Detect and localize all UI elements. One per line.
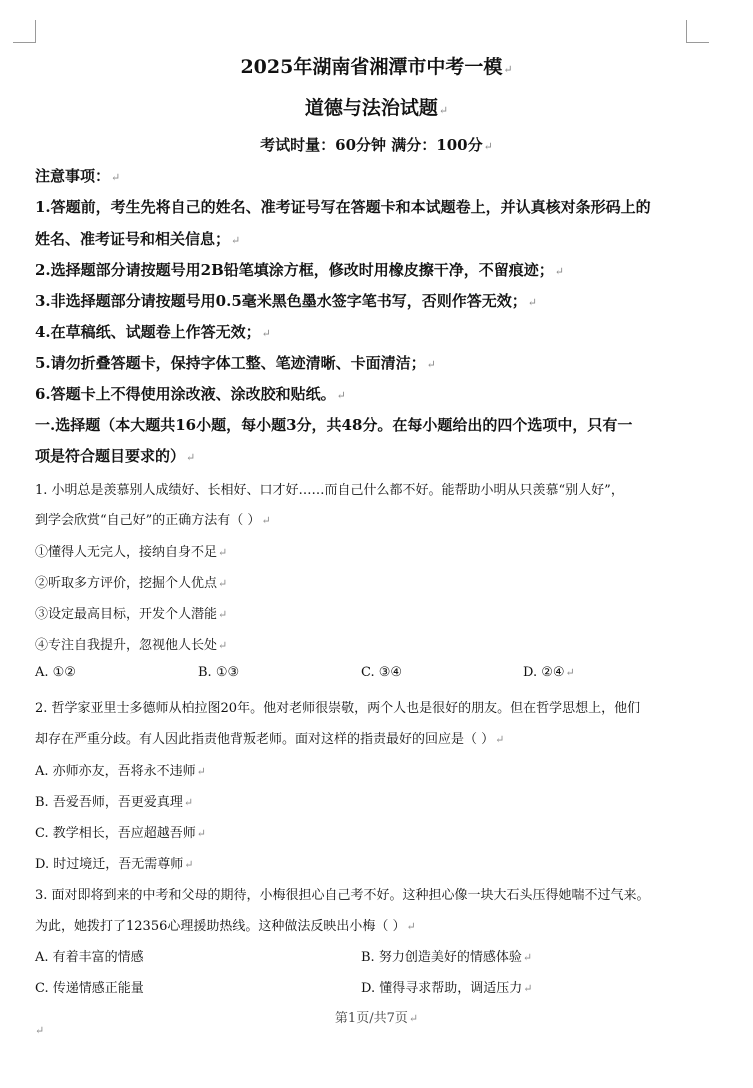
question-1-option-c: C. ③④ [361,665,403,680]
question-1-option-d: D. ②④↵ [523,665,575,680]
question-1-statement-3: ③设定最高目标，开发个人潜能↵ [35,607,228,622]
crop-mark-top-right [686,20,709,43]
question-1-option-a: A. ①② [35,665,76,680]
question-1-statement-1: ①懂得人无完人，接纳自身不足↵ [35,545,228,560]
question-1-stem-line-2: 到学会欣赏“自己好”的正确方法有（ ）↵ [35,513,271,528]
question-3-option-d: D. 懂得寻求帮助，调适压力↵ [361,981,533,996]
question-3-stem-line-2: 为此，她拨打了12356心理援助热线。这种做法反映出小梅（ ）↵ [35,919,416,934]
end-paragraph-mark: ↵ [35,1024,45,1037]
section-1-heading-line-2: 项是符合题目要求的）↵ [35,447,196,465]
question-1-statement-2: ②听取多方评价，挖掘个人优点↵ [35,576,228,591]
question-3-option-b: B. 努力创造美好的情感体验↵ [361,950,533,965]
notice-item-1-line-2: 姓名、准考证号和相关信息；↵ [35,230,241,248]
question-2-stem-line-1: 2. 哲学家亚里士多德师从柏拉图20年。他对老师很崇敬，两个人也是很好的朋友。但在哲学思想上，他们 [35,701,641,716]
notice-item-6: 6.答题卡上不得使用涂改液、涂改胶和贴纸。↵ [35,385,346,403]
question-2-stem-line-2: 却存在严重分歧。有人因此指责他背叛老师。面对这样的指责最好的回应是（ ）↵ [35,732,505,747]
question-3-stem-line-1: 3. 面对即将到来的中考和父母的期待，小梅很担心自己考不好。这种担心像一块大石头压得她喘不过气来。 [35,888,650,903]
page-number: 第1页/共7页↵ [334,1011,419,1026]
question-2-option-a: A. 亦师亦友，吾将永不违师↵ [35,764,206,779]
exam-info: 考试时量：60分钟 满分：100分↵ [260,136,493,154]
subject-title: 道德与法治试题↵ [304,97,449,119]
crop-mark-top-left [13,20,36,43]
exam-title: 2025年湖南省湘潭市中考一模↵ [240,56,513,78]
notice-heading: 注意事项：↵ [35,167,121,185]
question-1-statement-4: ④专注自我提升，忽视他人长处↵ [35,638,228,653]
notice-item-3: 3.非选择题部分请按题号用0.5毫米黑色墨水签字笔书写，否则作答无效；↵ [35,292,537,310]
question-3-option-c: C. 传递情感正能量 [35,981,144,996]
question-2-option-c: C. 教学相长，吾应超越吾师↵ [35,826,206,841]
notice-item-2: 2.选择题部分请按题号用2B铅笔填涂方框，修改时用橡皮擦干净，不留痕迹；↵ [35,261,564,279]
question-2-option-b: B. 吾爱吾师，吾更爱真理↵ [35,795,194,810]
notice-item-5: 5.请勿折叠答题卡，保持字体工整、笔迹清晰、卡面清洁；↵ [35,354,436,372]
question-1-stem-line-1: 1. 小明总是羡慕别人成绩好、长相好、口才好……而自己什么都不好。能帮助小明从只羡慕“别人好”， [35,483,624,498]
question-2-option-d: D. 时过境迁，吾无需尊师↵ [35,857,194,872]
notice-item-4: 4.在草稿纸、试题卷上作答无效；↵ [35,323,271,341]
question-1-option-b: B. ①③ [198,665,240,680]
section-1-heading-line-1: 一.选择题（本大题共16小题，每小题3分，共48分。在每小题给出的四个选项中，只有一 [35,416,633,434]
question-3-option-a: A. 有着丰富的情感 [35,950,144,965]
notice-item-1-line-1: 1.答题前，考生先将自己的姓名、准考证号写在答题卡和本试题卷上，并认真核对条形码上的 [35,198,651,216]
